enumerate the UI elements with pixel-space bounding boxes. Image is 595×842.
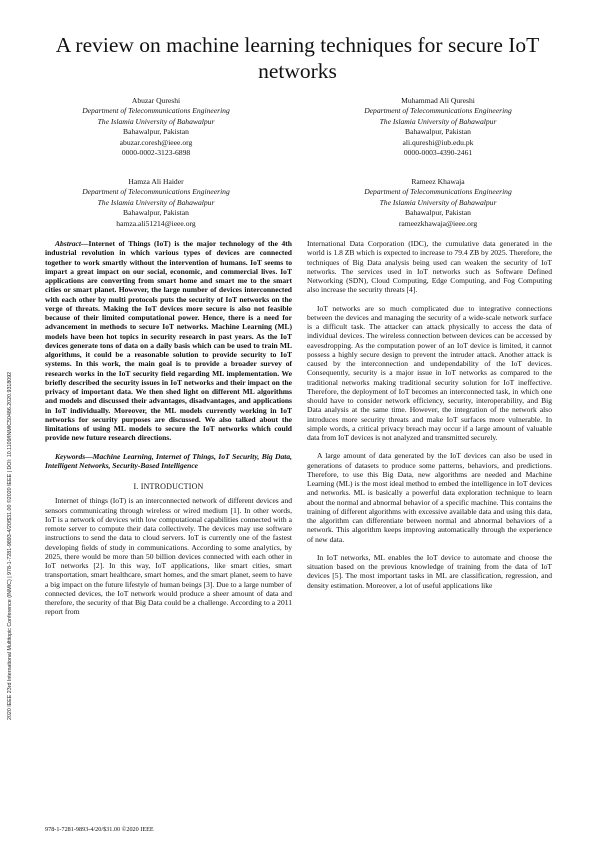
body-paragraph: IoT networks are so much complicated due to integrative connections between the devices and managing the security of a wide-scale network surface is a difficult task. The attacker can attack physically to access the data of individual devices. The wireless connection between devices can be accessed by eavesdropping. As the computation power of an IoT device is limited, it cannot possess a highly secure design to prevent the intruder attack. Another attack is caused by the interconnection and undependability of the IoT devices. Consequently, security is a major issue in IoT networks as compared to the traditional networks making traditional security solution for IoT ineffective. Therefore, the deployment of IoT becomes an interconnected task, in which one should have to consider network efficiency, security, interoperability, and Big Data analysis at the same time. However, the integration of the network also introduces more security threats and make IoT surfaces more vulnerable. In simple words, a critical privacy breach may occur if a large amount of valuable data from IoT devices is not analyzed and transmitted securely.	[307, 303, 552, 442]
author-department: Department of Telecommunications Engineering	[82, 187, 230, 197]
abstract-lead: Abstract	[55, 239, 81, 248]
abstract-text: —Internet of Things (IoT) is the major technology of the 4th industrial revolution in which various types of devices are connected together to work smartly without the intervention of humans. IoT seems to impart a great impact on our social, economic, and commercial lives. IoT applications are converting from smart home and smart me to the smart cities or smart planet. However, the large number of devices interconnected with each other by multi protocols puts the security of IoT networks on the verge of threats. Making the IoT devices more secure is also not feasible because of their limited computational power. Hence, there is a need for advancement in methods to secure IoT networks. Machine Learning (ML) models have been hot topics in security research in past years. As the IoT devices generate tons of data on a daily basis which can be used to train ML algorithms, it could be a reasonable solution to provide security to IoT systems. In this work, the main goal is to provide a broader survey of research works in the IoT security field regarding ML implementation. We briefly described the security issues in IoT networks and their impact on the privacy of important data. We then shed light on different ML algorithms and models and discussed their advantages, disadvantages, and applications in IoT individually. Moreover, the ML models currently working in IoT networks for security purposes are discussed. We also talked about the limitations of using ML models to secure the IoT networks which could provide new future research directions.	[45, 239, 292, 443]
author-name: Muhammad Ali Qureshi	[401, 96, 475, 105]
author-city: Bahawalpur, Pakistan	[123, 208, 189, 218]
author-name: Rameez Khawaja	[411, 177, 465, 186]
author-city: Bahawalpur, Pakistan	[405, 208, 471, 218]
side-margin	[5, 300, 17, 720]
body-paragraph: Internet of things (IoT) is an interconnected network of different devices and sensors communicating through wireless or wired medium [1]. In other words, IoT is a network of devices with low computational capabilities connected with a remote server to compute their data collectively. The devices may use software instructions to send the data to cloud servers. IoT is currently one of the fastest developing fields of study in communications. According to some analytics, by 2025, there would be more than 50 billion devices connected with each other in IoT networks [2]. In this way, IoT applications, like smart cities, smart transportation, smart healthcare, smart homes, and the smart planet, seem to have a big impact on the future lifestyle of human beings [3]. Due to a large number of connected devices, the IoT network would produce a sheer amount of data and therefore, the security of that Big Data could be a challenge. According to a 2011 report from	[45, 496, 292, 617]
body-paragraph: A large amount of data generated by the IoT devices can also be used in generations of datasets to produce some patterns, behaviors, and predictions. Therefore, to use this Big Data, new algorithms are needed and Machine Learning (ML) is the most ideal method to embed the intelligence in IoT devices and networks. ML is basically a powerful data exploration technique to learn about the normal and abnormal behavior of a specific machine. This contains the training of different algorithms with excessive available data and using this data, the algorithm can differentiate between normal and abnormal behaviors of a network. This algorithm keeps improving automatically through the experience of new data.	[307, 451, 552, 544]
author-block	[36, 96, 276, 158]
author-email: ali.qureshi@iub.edu.pk	[402, 137, 474, 147]
author-university: The Islamia University of Bahawalpur	[97, 116, 215, 126]
author-city: Bahawalpur, Pakistan	[123, 127, 189, 137]
right-column	[307, 239, 552, 599]
author-university: The Islamia University of Bahawalpur	[379, 197, 497, 207]
side-citation-text: 2020 IEEE 23rd International Multitopic Conference (INMIC) | 978-1-7281-9893-4/20/$31.00 ©2020 IEEE | DOI: 10.1109/INMIC50486.2020.9318092	[7, 371, 13, 720]
left-column	[45, 239, 292, 626]
author-department: Department of Telecommunications Engineering	[82, 106, 230, 116]
author-orcid: 0000-0002-3123-6898	[121, 148, 191, 158]
author-university: The Islamia University of Bahawalpur	[97, 197, 215, 207]
abstract	[45, 239, 292, 443]
paper-title: A review on machine learning techniques for secure IoT networks	[55, 33, 540, 83]
body-paragraph: International Data Corporation (IDC), the cumulative data generated in the world is 1.8 ZB which is expected to increase to 79.4 ZB by 2025. Therefore, the techniques of Big Data analysis being used can weaken the security of IoT networks. The services used in IoT networks such as Software Defined Networking (SDN), Cloud Computing, Edge Computing, and Fog Computing also increase the security threats [4].	[307, 239, 552, 295]
author-city: Bahawalpur, Pakistan	[405, 127, 471, 137]
author-department: Department of Telecommunications Engineering	[364, 187, 512, 197]
author-block	[318, 177, 558, 229]
author-name: Hamza Ali Haider	[128, 177, 184, 186]
footer-copyright: 978-1-7281-9893-4/20/$31.00 ©2020 IEEE	[45, 826, 154, 833]
author-email: hamza.ali51214@ieee.org	[116, 218, 196, 228]
author-email: rameezkhawaja@ieee.org	[398, 218, 478, 228]
section-heading: I. INTRODUCTION	[133, 482, 204, 491]
author-block	[318, 96, 558, 158]
author-email: abuzar.coresh@ieee.org	[119, 137, 193, 147]
author-university: The Islamia University of Bahawalpur	[379, 116, 497, 126]
author-block	[36, 177, 276, 229]
body-paragraph: In IoT networks, ML enables the IoT device to automate and choose the situation based on the previous knowledge of training from the data of IoT devices [5]. The most important tasks in ML are classification, regression, and density estimation. Moreover, a lot of useful applications like	[307, 552, 552, 590]
author-department: Department of Telecommunications Engineering	[364, 106, 512, 116]
keywords: Keywords—Machine Learning, Internet of Things, IoT Security, Big Data, Intelligent Networks, Security-Based Intelligence	[45, 451, 292, 470]
author-orcid: 0000-0003-4390-2461	[403, 148, 473, 158]
author-name: Abuzar Qureshi	[131, 96, 181, 105]
